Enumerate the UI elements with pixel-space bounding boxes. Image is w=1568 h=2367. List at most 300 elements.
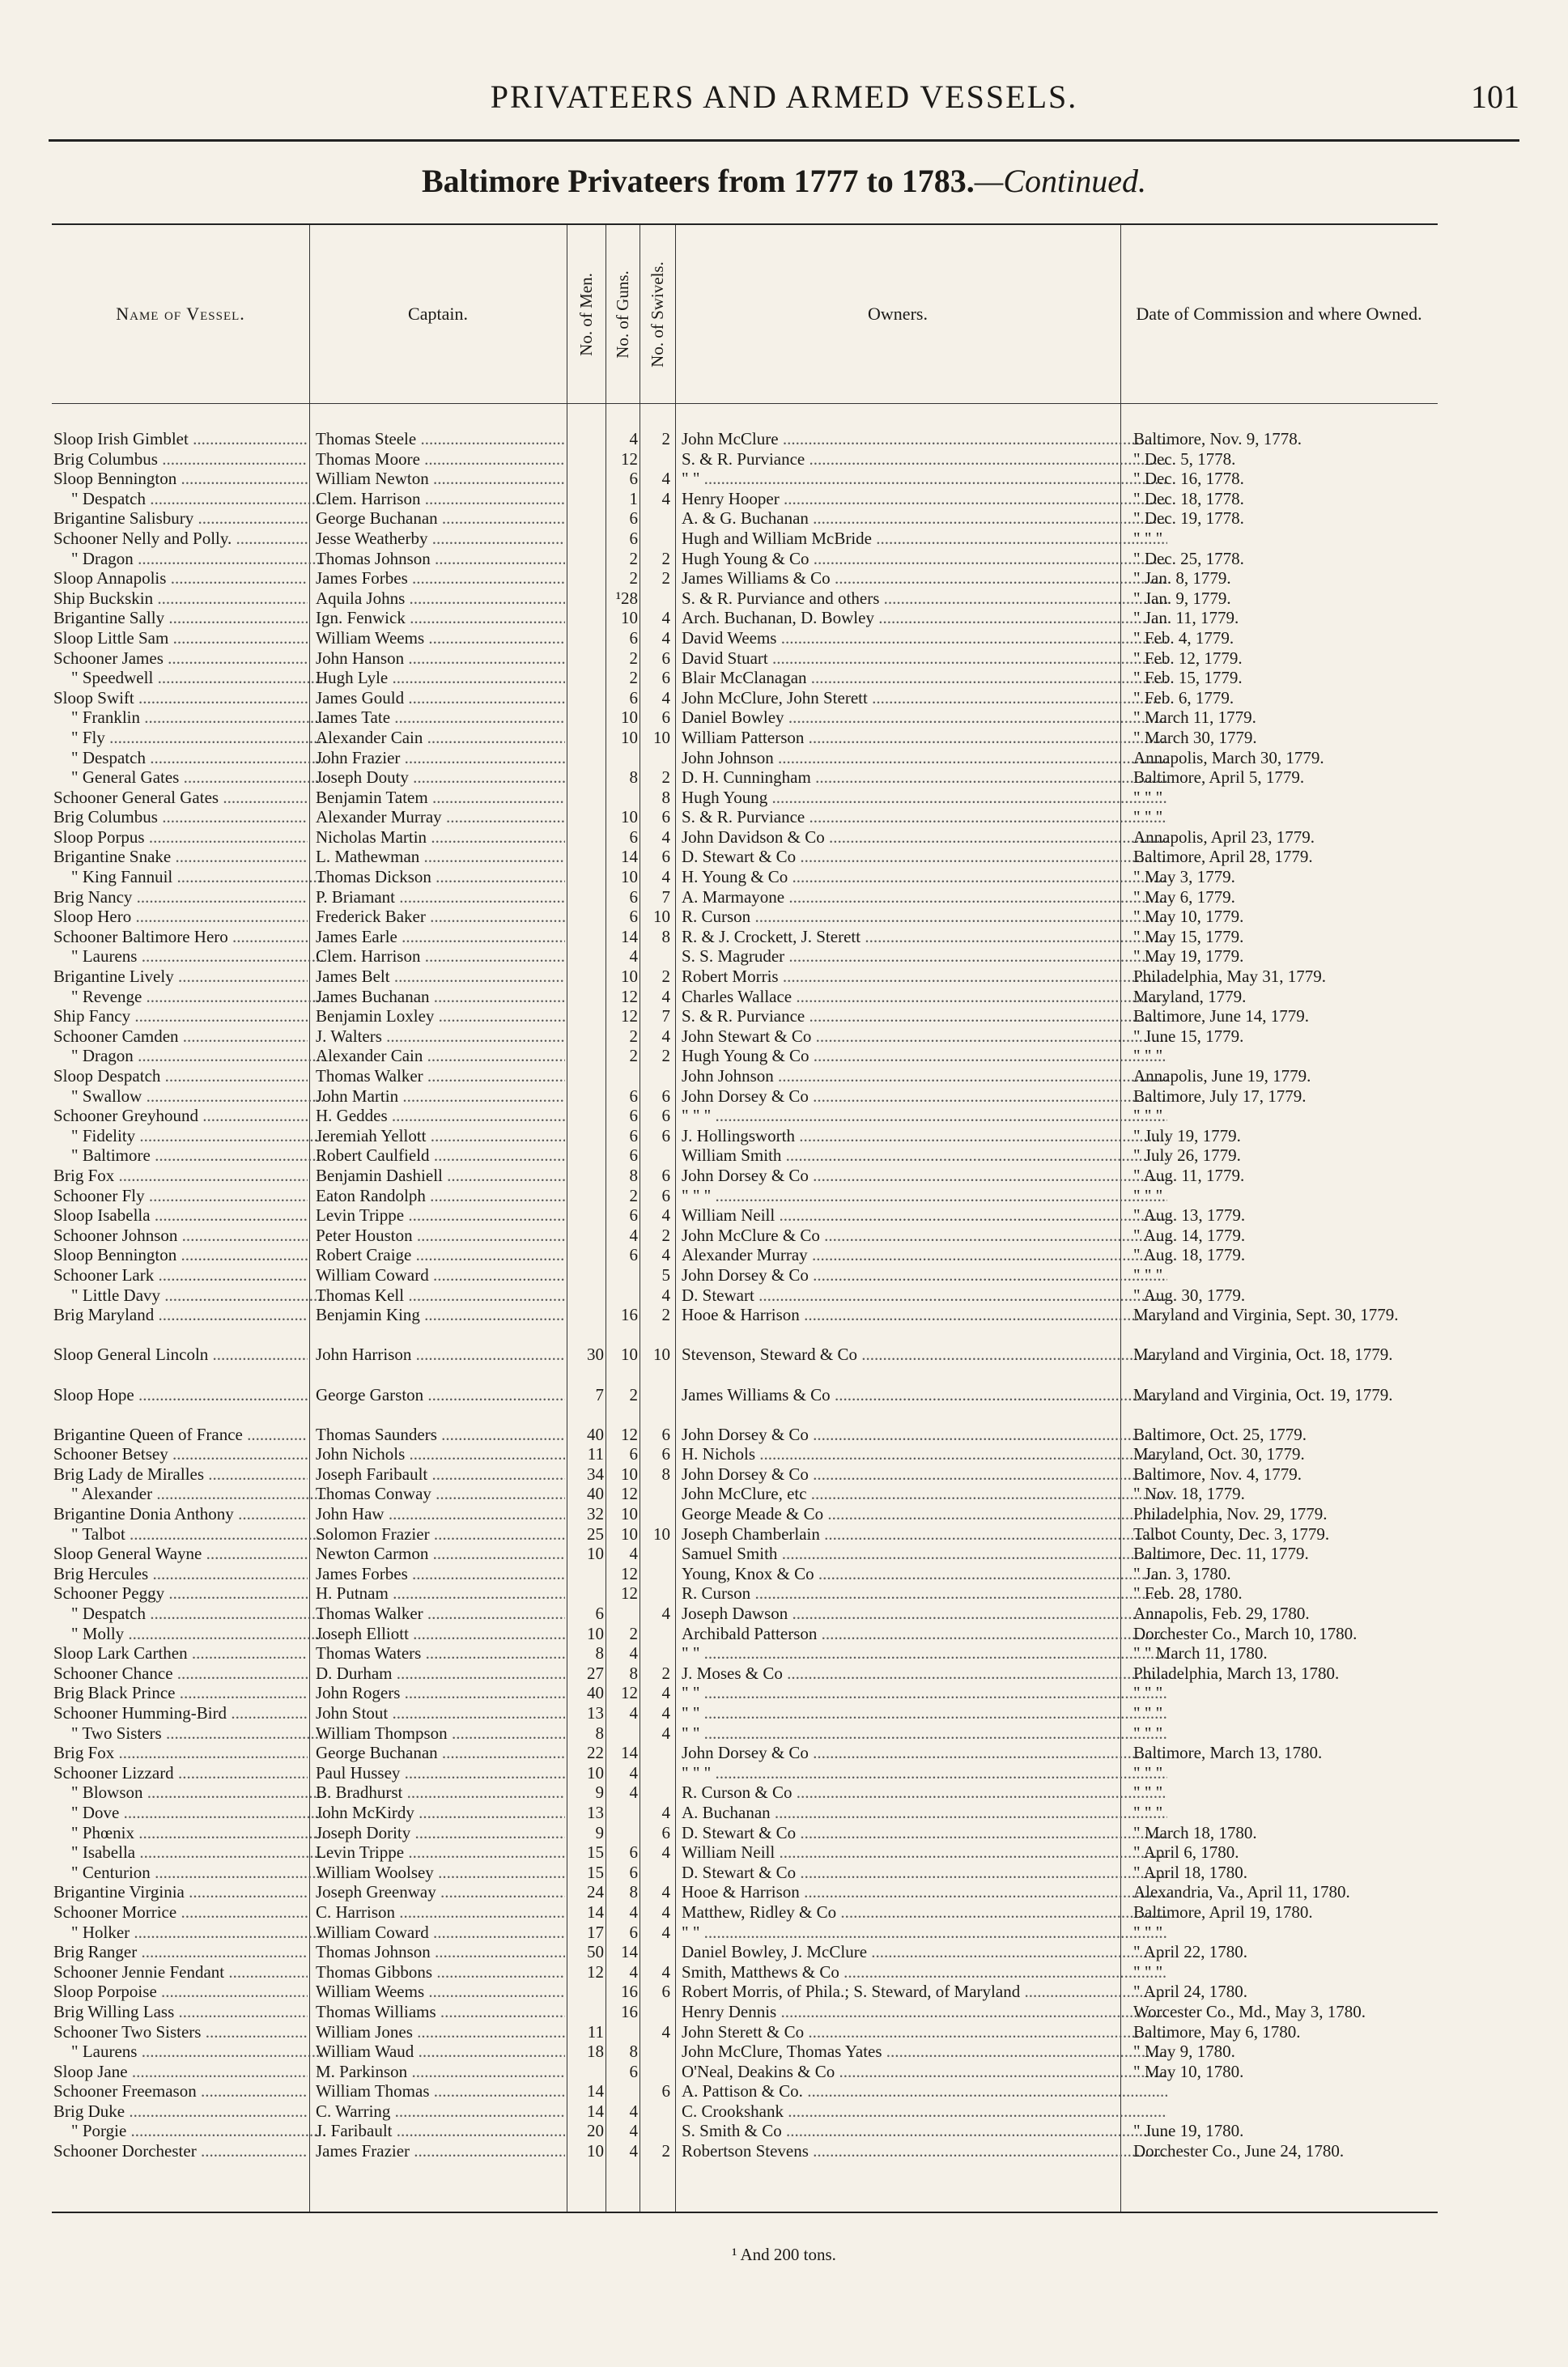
commission-date: " March 30, 1779.: [1133, 727, 1257, 747]
men-count: 30: [587, 1345, 604, 1365]
vessel-name: " Porgie .....: [53, 2121, 325, 2141]
captain-name: C. Harrison .....: [316, 1902, 565, 1923]
swivels-count: 4: [661, 1902, 670, 1922]
commission-date: " May 10, 1780.: [1133, 2061, 1244, 2081]
table-row: [52, 2121, 1438, 2141]
owners-name: Hooe & Harrison .....: [631, 1305, 1167, 1325]
vessel-name: " Franklin .....: [53, 708, 325, 728]
table-row: [52, 2022, 1438, 2042]
owners-name: Blair McClanagan .....: [631, 668, 1167, 688]
owners-name: John McClure .....: [631, 429, 1167, 449]
guns-count: 4: [629, 1902, 638, 1922]
vessel-name: " King Fannuil .....: [53, 867, 325, 887]
guns-count: 4: [629, 2101, 638, 2121]
vessel-name: Sloop General Lincoln .....: [53, 1345, 308, 1365]
captain-name: James Earle .....: [316, 927, 565, 947]
table-row: [52, 807, 1438, 827]
table-row: [52, 748, 1438, 768]
swivels-count: 5: [661, 1264, 670, 1285]
owners-name: George Meade & Co .....: [631, 1504, 1167, 1524]
commission-date: Alexandria, Va., April 11, 1780.: [1133, 1882, 1350, 1902]
captain-name: William Waud .....: [316, 2042, 565, 2062]
swivels-count: 4: [661, 1683, 670, 1703]
running-title: PRIVATEERS AND ARMED VESSELS.: [490, 79, 1078, 115]
vessel-name: Sloop Bennington .....: [53, 469, 308, 489]
guns-count: 4: [629, 1703, 638, 1723]
men-count: 20: [587, 2121, 604, 2141]
swivels-count: 4: [661, 1026, 670, 1046]
guns-count: ¹28: [615, 588, 638, 608]
owners-name: Daniel Bowley .....: [631, 708, 1167, 728]
table-row: [52, 1923, 1438, 1943]
guns-count: 12: [621, 1563, 638, 1583]
owners-name: John Davidson & Co .....: [631, 827, 1167, 848]
vessel-name: Sloop Isabella .....: [53, 1205, 308, 1226]
captain-name: Thomas Gibbons .....: [316, 1962, 565, 1982]
table-row: [52, 1106, 1438, 1126]
captain-name: Hugh Lyle .....: [316, 668, 565, 688]
commission-date: Maryland and Virginia, Oct. 19, 1779.: [1133, 1384, 1393, 1404]
vessel-name: Brigantine Sally .....: [53, 608, 308, 628]
commission-date: " May 19, 1779.: [1133, 946, 1244, 967]
table-row: [52, 1145, 1438, 1166]
table-row: [52, 1046, 1438, 1066]
table-row: [52, 628, 1438, 648]
owners-name: Robert Morris .....: [631, 967, 1167, 987]
captain-name: George Buchanan .....: [316, 508, 565, 529]
vessel-name: Schooner Dorchester .....: [53, 2141, 308, 2161]
swivels-count: 4: [661, 1961, 670, 1982]
owners-name: R. Curson .....: [631, 1583, 1167, 1604]
owners-name: Robert Morris, of Phila.; S. Steward, of Maryland .....: [631, 1982, 1167, 2002]
captain-name: H. Putnam .....: [316, 1583, 565, 1604]
guns-count: 14: [621, 847, 638, 867]
swivels-count: 4: [661, 986, 670, 1006]
vessel-name: Sloop General Wayne .....: [53, 1544, 308, 1564]
captain-name: Thomas Dickson .....: [316, 867, 565, 887]
vessel-name: Brigantine Lively .....: [53, 967, 308, 987]
vessel-name: Schooner Morrice .....: [53, 1902, 308, 1923]
owners-name: William Patterson .....: [631, 728, 1167, 748]
header-date: Date of Commission and where Owned.: [1136, 304, 1422, 324]
swivels-count: 4: [661, 827, 670, 847]
captain-name: Solomon Frazier .....: [316, 1524, 565, 1545]
owners-name: Joseph Dawson .....: [631, 1604, 1167, 1624]
guns-count: 2: [629, 1623, 638, 1643]
commission-date: " Dec. 5, 1778.: [1133, 448, 1236, 469]
guns-count: 8: [629, 2042, 638, 2062]
owners-name: " " .....: [631, 1703, 1167, 1723]
owners-name: R. & J. Crockett, J. Sterett .....: [631, 927, 1167, 947]
vessel-name: " Laurens .....: [53, 2042, 325, 2062]
vessel-name: Brigantine Donia Anthony .....: [53, 1504, 308, 1524]
captain-name: John McKirdy .....: [316, 1803, 565, 1823]
table-row: [52, 608, 1438, 628]
men-count: 6: [595, 1604, 604, 1624]
owners-name: S. & R. Purviance .....: [631, 449, 1167, 470]
captain-name: Levin Trippe .....: [316, 1205, 565, 1226]
swivels-count: 10: [653, 727, 670, 747]
swivels-count: 10: [653, 907, 670, 927]
table-row: [52, 2062, 1438, 2082]
guns-count: 2: [629, 568, 638, 589]
owners-name: Hugh Young & Co .....: [631, 1046, 1167, 1066]
swivels-count: 4: [661, 687, 670, 708]
table-row: [52, 1186, 1438, 1206]
vessel-name: Sloop Hero .....: [53, 907, 308, 927]
guns-count: 2: [629, 1046, 638, 1066]
table-row: [52, 1683, 1438, 1703]
commission-date: " " ": [1133, 528, 1163, 548]
table-row: [52, 1226, 1438, 1246]
table-row: [52, 648, 1438, 669]
table-row: [52, 568, 1438, 589]
vessel-name: " Despatch .....: [53, 489, 325, 509]
commission-date: Philadelphia, March 13, 1780.: [1133, 1663, 1340, 1683]
swivels-count: 10: [653, 1345, 670, 1365]
owners-name: William Neill .....: [631, 1205, 1167, 1226]
table-row: [52, 1783, 1438, 1803]
table-row: [52, 449, 1438, 470]
captain-name: Joseph Greenway .....: [316, 1882, 565, 1902]
captain-name: Peter Houston .....: [316, 1226, 565, 1246]
captain-name: Thomas Walker .....: [316, 1066, 565, 1086]
commission-date: " Aug. 30, 1779.: [1133, 1285, 1246, 1305]
table-body: [52, 429, 1438, 2161]
captain-name: William Newton .....: [316, 469, 565, 489]
owners-name: Joseph Chamberlain .....: [631, 1524, 1167, 1545]
guns-count: 16: [621, 1982, 638, 2002]
men-count: 10: [587, 2141, 604, 2161]
commission-date: " Aug. 18, 1779.: [1133, 1245, 1246, 1265]
table-row: [52, 1265, 1438, 1285]
owners-name: Hugh Young & Co .....: [631, 549, 1167, 569]
owners-name: William Smith .....: [631, 1145, 1167, 1166]
guns-count: 6: [629, 1862, 638, 1882]
captain-name: Frederick Baker .....: [316, 907, 565, 927]
vessel-name: " Phœnix .....: [53, 1823, 325, 1843]
table-row: [52, 2002, 1438, 2022]
commission-date: " Jan. 3, 1780.: [1133, 1563, 1231, 1583]
captain-name: George Buchanan .....: [316, 1743, 565, 1763]
vessel-name: Sloop Little Sam .....: [53, 628, 308, 648]
swivels-count: 4: [661, 1245, 670, 1265]
commission-date: " " ": [1133, 1703, 1163, 1723]
commission-date: Maryland, Oct. 30, 1779.: [1133, 1444, 1305, 1464]
swivels-count: 4: [661, 1842, 670, 1863]
men-count: 50: [587, 1942, 604, 1962]
commission-date: " " ": [1133, 1185, 1163, 1205]
commission-date: " Aug. 13, 1779.: [1133, 1205, 1246, 1226]
guns-count: 6: [629, 469, 638, 489]
commission-date: " " ": [1133, 1683, 1163, 1703]
men-count: 18: [587, 2042, 604, 2062]
commission-date: " Dec. 19, 1778.: [1133, 508, 1244, 529]
commission-date: " " ": [1133, 1106, 1163, 1126]
commission-date: " Feb. 28, 1780.: [1133, 1583, 1243, 1604]
owners-name: William Neill .....: [631, 1842, 1167, 1863]
captain-name: Thomas Conway .....: [316, 1484, 565, 1504]
table-row: [52, 1504, 1438, 1524]
swivels-count: 6: [661, 1165, 670, 1185]
swivels-count: 4: [661, 867, 670, 887]
captain-name: Robert Caulfield .....: [316, 1145, 565, 1166]
swivels-count: 6: [661, 1424, 670, 1444]
owners-name: Young, Knox & Co .....: [631, 1564, 1167, 1584]
vessel-name: Schooner Greyhound .....: [53, 1106, 308, 1126]
owners-name: D. Stewart & Co .....: [631, 1863, 1167, 1883]
commission-date: Philadelphia, May 31, 1779.: [1133, 967, 1326, 987]
swivels-count: 7: [661, 1006, 670, 1026]
guns-count: 6: [629, 907, 638, 927]
captain-name: William Coward .....: [316, 1923, 565, 1943]
vessel-name: Schooner James .....: [53, 648, 308, 669]
vessel-name: " Laurens .....: [53, 946, 325, 967]
swivels-count: 2: [661, 967, 670, 987]
table-row: [52, 1006, 1438, 1026]
table-row: [52, 1205, 1438, 1226]
captain-name: Benjamin King .....: [316, 1305, 565, 1325]
guns-count: 6: [629, 1145, 638, 1166]
table-row: [52, 2042, 1438, 2062]
table-row: [52, 987, 1438, 1007]
guns-count: 2: [629, 1026, 638, 1046]
vessel-name: " Despatch .....: [53, 748, 325, 768]
vessel-name: Sloop Porpus .....: [53, 827, 308, 848]
table-row: [52, 927, 1438, 947]
owners-name: D. Stewart .....: [631, 1285, 1167, 1306]
owners-name: " " " .....: [631, 1106, 1167, 1126]
vessel-name: Sloop Despatch .....: [53, 1066, 308, 1086]
swivels-count: 10: [653, 1523, 670, 1544]
men-count: 14: [587, 1902, 604, 1922]
captain-name: Joseph Faribault .....: [316, 1464, 565, 1485]
owners-name: Charles Wallace .....: [631, 987, 1167, 1007]
vessel-name: Sloop Irish Gimblet .....: [53, 429, 308, 449]
table-row: [52, 1066, 1438, 1086]
commission-date: " Jan. 11, 1779.: [1133, 608, 1239, 628]
owners-name: John Dorsey & Co .....: [631, 1086, 1167, 1107]
owners-name: J. Moses & Co .....: [631, 1664, 1167, 1684]
captain-name: J. Walters .....: [316, 1026, 565, 1047]
captain-name: Thomas Moore .....: [316, 449, 565, 470]
vessel-name: " Holker .....: [53, 1923, 325, 1943]
table-row: [52, 767, 1438, 788]
vessel-name: Schooner Lizzard .....: [53, 1763, 308, 1783]
guns-count: 2: [629, 668, 638, 688]
commission-date: " May 10, 1779.: [1133, 907, 1244, 927]
guns-count: 14: [621, 926, 638, 946]
commission-date: " " March 11, 1780.: [1133, 1643, 1268, 1664]
owners-name: H. Nichols .....: [631, 1444, 1167, 1464]
table-row: [52, 887, 1438, 907]
swivels-count: 4: [661, 608, 670, 628]
table-row: [52, 688, 1438, 708]
table-row: [52, 1126, 1438, 1146]
commission-date: " April 6, 1780.: [1133, 1842, 1239, 1863]
owners-name: " " .....: [631, 1683, 1167, 1703]
commission-date: " April 22, 1780.: [1133, 1942, 1247, 1962]
owners-name: Hugh and William McBride .....: [631, 529, 1167, 549]
table-row: [52, 1982, 1438, 2002]
table-row: [52, 1823, 1438, 1843]
swivels-count: 6: [661, 708, 670, 728]
vessel-name: " Despatch .....: [53, 1604, 325, 1624]
guns-count: 12: [621, 1424, 638, 1444]
swivels-count: 6: [661, 1106, 670, 1126]
vessel-name: Schooner Baltimore Hero .....: [53, 927, 308, 947]
table-row: [52, 1524, 1438, 1545]
owners-name: C. Crookshank .....: [631, 2101, 1167, 2122]
captain-name: John Rogers .....: [316, 1683, 565, 1703]
swivels-count: 4: [661, 1285, 670, 1305]
captain-name: M. Parkinson .....: [316, 2062, 565, 2082]
guns-count: 16: [621, 1305, 638, 1325]
commission-date: Maryland and Virginia, Sept. 30, 1779.: [1133, 1305, 1399, 1325]
vessel-name: " Little Davy .....: [53, 1285, 325, 1306]
guns-count: 2: [629, 1384, 638, 1404]
owners-name: D. Stewart & Co .....: [631, 1823, 1167, 1843]
men-count: 15: [587, 1842, 604, 1863]
swivels-count: 2: [661, 429, 670, 448]
captain-name: William Thompson .....: [316, 1723, 565, 1744]
swivels-count: 6: [661, 1822, 670, 1842]
swivels-count: 6: [661, 1086, 670, 1106]
vessel-name: Schooner Chance .....: [53, 1664, 308, 1684]
table-row: [52, 1583, 1438, 1604]
guns-count: 6: [629, 528, 638, 548]
guns-count: 12: [621, 1583, 638, 1604]
owners-name: " " " .....: [631, 1186, 1167, 1206]
men-count: 32: [587, 1504, 604, 1524]
guns-count: 6: [629, 687, 638, 708]
table-row: [52, 967, 1438, 987]
vessel-name: Sloop Jane .....: [53, 2062, 308, 2082]
captain-name: William Woolsey .....: [316, 1863, 565, 1883]
swivels-count: 4: [661, 1802, 670, 1822]
table-row: [52, 429, 1438, 449]
table-row: [52, 867, 1438, 887]
owners-name: Alexander Murray .....: [631, 1245, 1167, 1265]
commission-date: Baltimore, Nov. 4, 1779.: [1133, 1464, 1302, 1484]
page-number: 101: [1471, 79, 1519, 115]
captain-name: James Forbes .....: [316, 1564, 565, 1584]
men-count: 10: [587, 1623, 604, 1643]
guns-count: 6: [629, 1106, 638, 1126]
vessel-name: Brig Ranger .....: [53, 1942, 308, 1962]
commission-date: Baltimore, June 14, 1779.: [1133, 1006, 1309, 1026]
vessel-name: Schooner Lark .....: [53, 1265, 308, 1285]
captain-name: James Gould .....: [316, 688, 565, 708]
swivels-count: 4: [661, 1882, 670, 1902]
table-row: [52, 589, 1438, 609]
table-row: [52, 1703, 1438, 1723]
commission-date: " June 19, 1780.: [1133, 2121, 1244, 2141]
commission-date: " " ": [1133, 1762, 1163, 1783]
swivels-count: 6: [661, 847, 670, 867]
footnote: ¹ And 200 tons.: [732, 2245, 836, 2264]
captain-name: Thomas Walker .....: [316, 1604, 565, 1624]
owners-name: Stevenson, Steward & Co .....: [631, 1345, 1167, 1365]
table-row: [52, 1166, 1438, 1186]
commission-date: " June 15, 1779.: [1133, 1026, 1244, 1046]
captain-name: William Weems .....: [316, 1982, 565, 2002]
vessel-name: Brig Willing Lass .....: [53, 2002, 308, 2022]
swivels-count: 4: [661, 2021, 670, 2042]
swivels-count: 6: [661, 2081, 670, 2101]
guns-count: 2: [629, 1185, 638, 1205]
table-row: [52, 1425, 1438, 1445]
owners-name: " " .....: [631, 1723, 1167, 1744]
commission-date: Dorchester Co., June 24, 1780.: [1133, 2141, 1345, 2161]
vessel-name: " Isabella .....: [53, 1842, 325, 1863]
captain-name: Jeremiah Yellott .....: [316, 1126, 565, 1146]
guns-count: 10: [621, 1464, 638, 1484]
captain-name: J. Faribault .....: [316, 2121, 565, 2141]
captain-name: Aquila Johns .....: [316, 589, 565, 609]
commission-date: Maryland and Virginia, Oct. 18, 1779.: [1133, 1345, 1393, 1365]
captain-name: Thomas Saunders .....: [316, 1425, 565, 1445]
men-count: 27: [587, 1663, 604, 1683]
guns-count: 4: [629, 1762, 638, 1783]
swivels-count: 8: [661, 926, 670, 946]
guns-count: 10: [621, 1345, 638, 1365]
guns-count: 8: [629, 1663, 638, 1683]
swivels-count: 2: [661, 1046, 670, 1066]
guns-count: 2: [629, 548, 638, 568]
commission-date: Annapolis, March 30, 1779.: [1133, 747, 1324, 767]
owners-name: John Sterett & Co .....: [631, 2022, 1167, 2042]
guns-count: 4: [629, 1783, 638, 1803]
owners-name: John McClure, Thomas Yates .....: [631, 2042, 1167, 2062]
table-row: [52, 1345, 1438, 1384]
captain-name: Thomas Johnson .....: [316, 549, 565, 569]
vessel-name: Sloop Hope .....: [53, 1385, 308, 1405]
table-row: [52, 1564, 1438, 1584]
captain-name: Thomas Johnson .....: [316, 1942, 565, 1962]
swivels-count: 2: [661, 2141, 670, 2161]
table-row: [52, 788, 1438, 808]
commission-date: " Aug. 11, 1779.: [1133, 1165, 1245, 1185]
table-row: [52, 1743, 1438, 1763]
commission-date: " " ": [1133, 1802, 1163, 1822]
vessel-name: Brig Columbus .....: [53, 449, 308, 470]
owners-name: O'Neal, Deakins & Co .....: [631, 2062, 1167, 2082]
owners-name: Robertson Stevens .....: [631, 2141, 1167, 2161]
guns-count: 4: [629, 2121, 638, 2141]
guns-count: 6: [629, 1205, 638, 1226]
commission-date: " " ": [1133, 787, 1163, 807]
vessel-name: Schooner Jennie Fendant .....: [53, 1962, 308, 1982]
captain-name: L. Mathewman .....: [316, 847, 565, 867]
captain-name: Thomas Williams .....: [316, 2002, 565, 2022]
commission-date: Baltimore, Oct. 25, 1779.: [1133, 1424, 1307, 1444]
men-count: 24: [587, 1882, 604, 1902]
captain-name: Newton Carmon .....: [316, 1544, 565, 1564]
owners-name: John Dorsey & Co .....: [631, 1166, 1167, 1186]
vessel-name: Brig Hercules .....: [53, 1564, 308, 1584]
guns-count: 10: [621, 708, 638, 728]
owners-name: S. & R. Purviance .....: [631, 1006, 1167, 1026]
swivels-count: 6: [661, 807, 670, 827]
captain-name: Paul Hussey .....: [316, 1763, 565, 1783]
table-row: [52, 1544, 1438, 1564]
table-row: [52, 1942, 1438, 1962]
commission-date: " March 11, 1779.: [1133, 708, 1256, 728]
captain-name: Clem. Harrison .....: [316, 946, 565, 967]
guns-count: 1: [629, 488, 638, 508]
owners-name: Archibald Patterson .....: [631, 1624, 1167, 1644]
